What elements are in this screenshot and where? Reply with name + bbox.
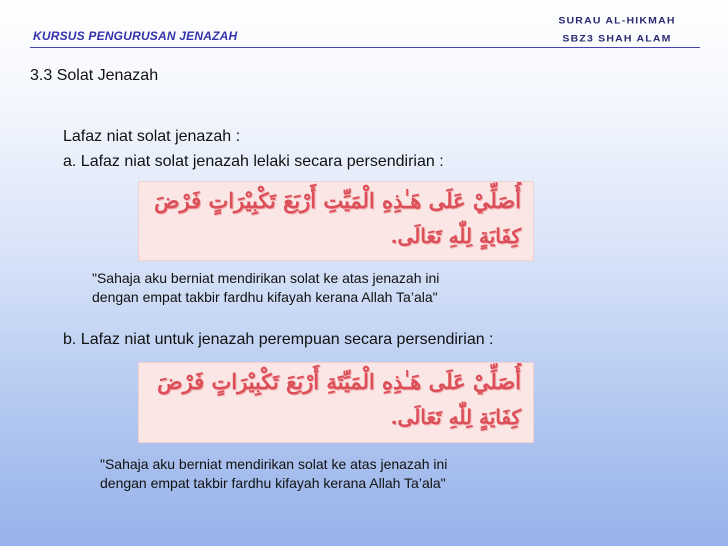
header-divider <box>30 47 700 48</box>
translation-male <box>92 269 439 307</box>
arabic-text-line-2: كِفَايَةٍ لِلّٰهِ تَعَالَى. <box>390 224 521 248</box>
section-title: 3.3 Solat Jenazah <box>30 67 159 84</box>
arabic-niat-image-female <box>138 362 534 443</box>
intro-text: Lafaz niat solat jenazah : <box>63 128 241 145</box>
item-a-heading: a. Lafaz niat solat jenazah lelaki secara persendirian : <box>63 153 444 170</box>
organization-name <box>532 12 702 48</box>
arabic-text-line-1: أُصَلِّيْ عَلَى هَـٰذِهِ الْمَيِّتِ أَرْبَعَ تَكْبِيْرَاتٍ فَرْضَ <box>154 188 521 213</box>
translation-female <box>100 455 447 493</box>
translation-line-2: dengan empat takbir fardhu kifayah kerana Allah Ta’ala" <box>92 289 438 305</box>
arabic-niat-image-male <box>138 181 534 261</box>
translation-line-1: "Sahaja aku berniat mendirikan solat ke atas jenazah ini <box>100 456 448 472</box>
arabic-text-line-1: أُصَلِّيْ عَلَى هَـٰذِهِ الْمَيِّتَةِ أَرْبَعَ تَكْبِيْرَاتٍ فَرْضَ <box>157 369 521 394</box>
arabic-text-line-2: كِفَايَةٍ لِلّٰهِ تَعَالَى. <box>390 405 521 429</box>
item-b-heading: b. Lafaz niat untuk jenazah perempuan secara persendirian : <box>63 331 494 348</box>
translation-line-1: "Sahaja aku berniat mendirikan solat ke atas jenazah ini <box>92 270 440 286</box>
org-line-1: SURAU AL-HIKMAH <box>558 15 676 27</box>
course-title: KURSUS PENGURUSAN JENAZAH <box>33 29 238 43</box>
translation-line-2: dengan empat takbir fardhu kifayah kerana Allah Ta’ala" <box>100 475 446 491</box>
org-line-2: SBZ3 SHAH ALAM <box>562 33 672 45</box>
